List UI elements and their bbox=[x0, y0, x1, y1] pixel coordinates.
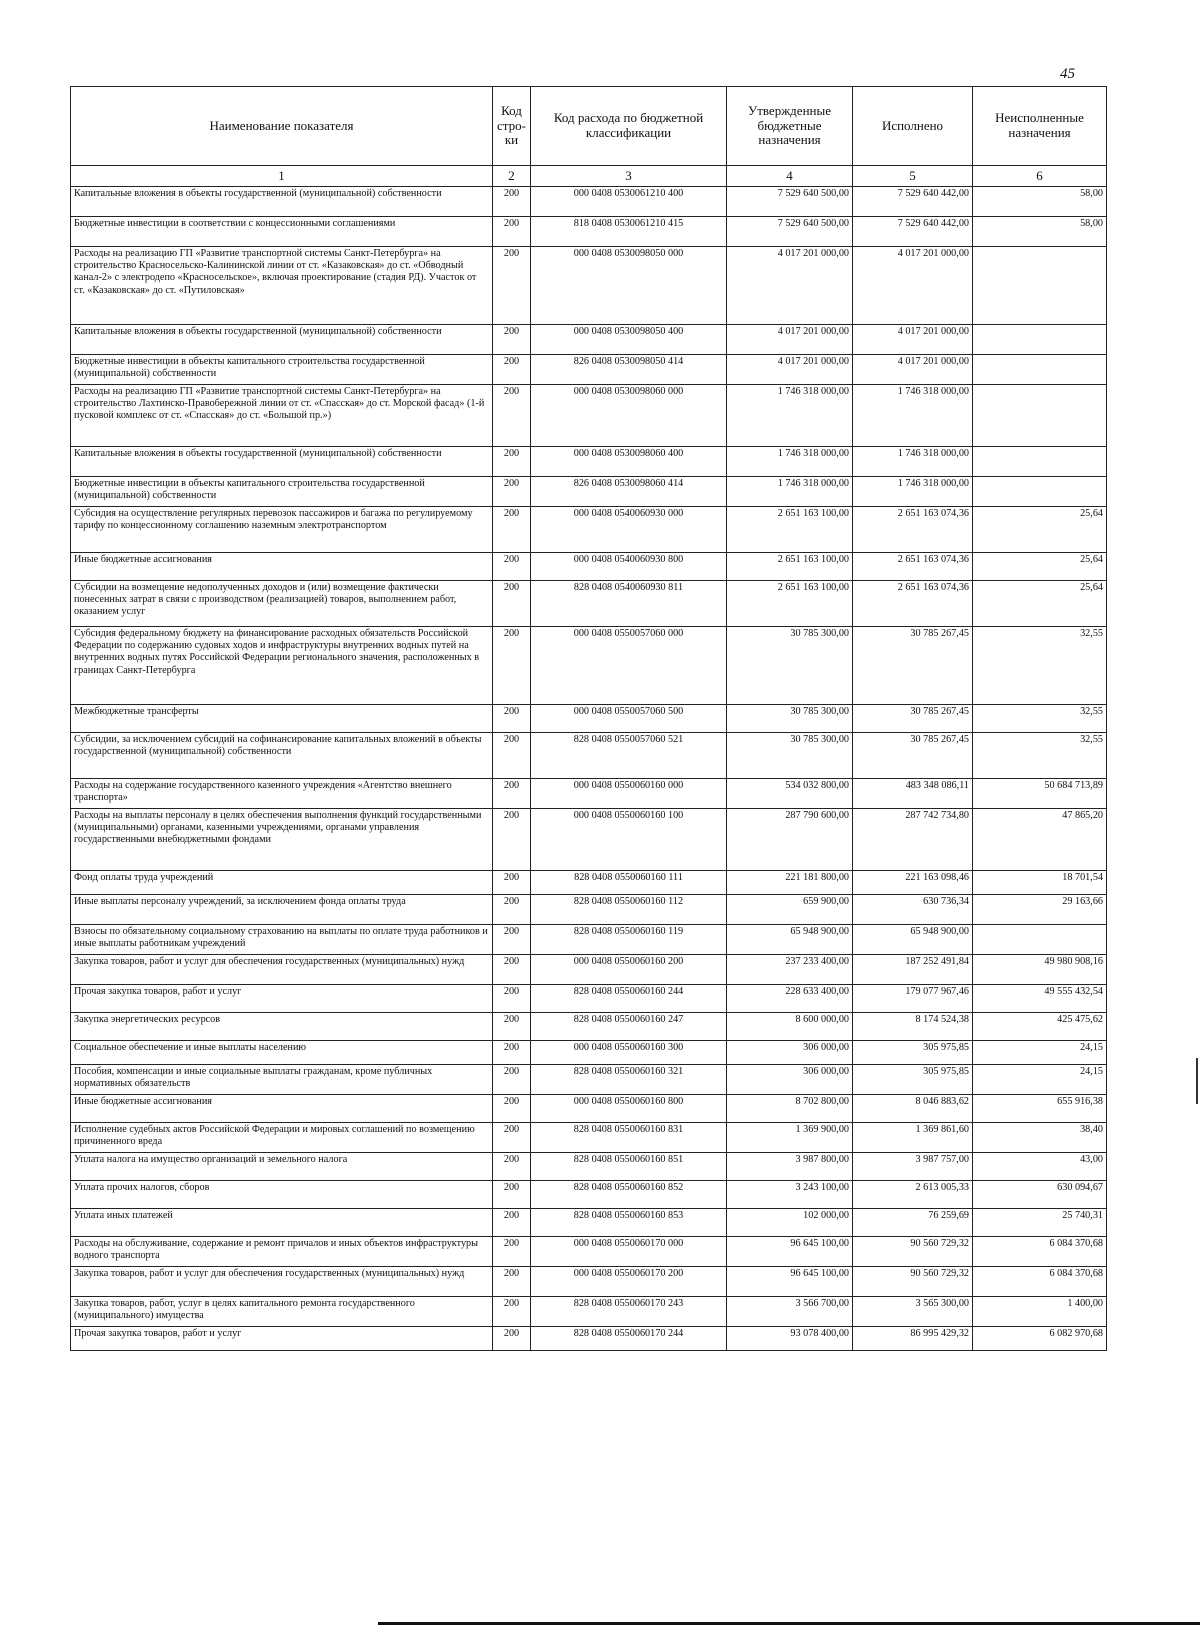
table-row bbox=[71, 247, 1107, 325]
unexecuted-amount-cell: 58,00 bbox=[973, 217, 1107, 247]
line-code-cell: 200 bbox=[493, 1153, 531, 1181]
executed-amount-cell: 483 348 086,11 bbox=[853, 779, 973, 809]
line-code-cell: 200 bbox=[493, 447, 531, 477]
approved-amount-cell: 4 017 201 000,00 bbox=[727, 247, 853, 325]
line-code-cell: 200 bbox=[493, 581, 531, 627]
table-row bbox=[71, 1297, 1107, 1327]
table-row bbox=[71, 733, 1107, 779]
executed-amount-cell: 76 259,69 bbox=[853, 1209, 973, 1237]
unexecuted-amount-cell: 47 865,20 bbox=[973, 809, 1107, 871]
executed-amount-cell: 4 017 201 000,00 bbox=[853, 355, 973, 385]
approved-amount-cell: 1 746 318 000,00 bbox=[727, 447, 853, 477]
executed-amount-cell: 187 252 491,84 bbox=[853, 955, 973, 985]
table-row bbox=[71, 187, 1107, 217]
executed-amount-cell: 30 785 267,45 bbox=[853, 627, 973, 705]
unexecuted-amount-cell bbox=[973, 247, 1107, 325]
unexecuted-amount-cell: 32,55 bbox=[973, 733, 1107, 779]
line-code-cell: 200 bbox=[493, 1237, 531, 1267]
approved-amount-cell: 65 948 900,00 bbox=[727, 925, 853, 955]
indicator-name-cell: Капитальные вложения в объекты государственной (муниципальной) собственности bbox=[71, 325, 493, 355]
expense-code-cell: 828 0408 0540060930 811 bbox=[531, 581, 727, 627]
column-number: 3 bbox=[531, 166, 727, 187]
expense-code-cell: 000 0408 0550060160 300 bbox=[531, 1041, 727, 1065]
scan-border-line bbox=[378, 1622, 1200, 1625]
line-code-cell: 200 bbox=[493, 325, 531, 355]
unexecuted-amount-cell: 630 094,67 bbox=[973, 1181, 1107, 1209]
executed-amount-cell: 305 975,85 bbox=[853, 1065, 973, 1095]
expense-code-cell: 826 0408 0530098050 414 bbox=[531, 355, 727, 385]
line-code-cell: 200 bbox=[493, 355, 531, 385]
header-unexecuted: Неисполненные назначения bbox=[973, 87, 1107, 166]
expense-code-cell: 828 0408 0550060160 119 bbox=[531, 925, 727, 955]
table-row bbox=[71, 581, 1107, 627]
approved-amount-cell: 237 233 400,00 bbox=[727, 955, 853, 985]
expense-code-cell: 000 0408 0550060170 200 bbox=[531, 1267, 727, 1297]
approved-amount-cell: 3 243 100,00 bbox=[727, 1181, 853, 1209]
line-code-cell: 200 bbox=[493, 1095, 531, 1123]
indicator-name-cell: Исполнение судебных актов Российской Федерации и мировых соглашений по возмещению причиненного вреда bbox=[71, 1123, 493, 1153]
line-code-cell: 200 bbox=[493, 733, 531, 779]
line-code-cell: 200 bbox=[493, 553, 531, 581]
approved-amount-cell: 30 785 300,00 bbox=[727, 733, 853, 779]
line-code-cell: 200 bbox=[493, 1065, 531, 1095]
table-row bbox=[71, 1013, 1107, 1041]
executed-amount-cell: 8 174 524,38 bbox=[853, 1013, 973, 1041]
expense-code-cell: 828 0408 0550060160 852 bbox=[531, 1181, 727, 1209]
approved-amount-cell: 306 000,00 bbox=[727, 1065, 853, 1095]
table-row bbox=[71, 809, 1107, 871]
executed-amount-cell: 287 742 734,80 bbox=[853, 809, 973, 871]
unexecuted-amount-cell: 32,55 bbox=[973, 627, 1107, 705]
executed-amount-cell: 179 077 967,46 bbox=[853, 985, 973, 1013]
unexecuted-amount-cell: 6 082 970,68 bbox=[973, 1327, 1107, 1351]
unexecuted-amount-cell: 1 400,00 bbox=[973, 1297, 1107, 1327]
table-row bbox=[71, 217, 1107, 247]
expense-code-cell: 000 0408 0530098050 000 bbox=[531, 247, 727, 325]
indicator-name-cell: Закупка товаров, работ и услуг для обеспечения государственных (муниципальных) нужд bbox=[71, 1267, 493, 1297]
expense-code-cell: 828 0408 0550057060 521 bbox=[531, 733, 727, 779]
approved-amount-cell: 1 746 318 000,00 bbox=[727, 477, 853, 507]
approved-amount-cell: 4 017 201 000,00 bbox=[727, 355, 853, 385]
unexecuted-amount-cell bbox=[973, 385, 1107, 447]
line-code-cell: 200 bbox=[493, 477, 531, 507]
approved-amount-cell: 3 566 700,00 bbox=[727, 1297, 853, 1327]
unexecuted-amount-cell bbox=[973, 447, 1107, 477]
line-code-cell: 200 bbox=[493, 925, 531, 955]
table-row bbox=[71, 955, 1107, 985]
table-row bbox=[71, 705, 1107, 733]
table-row bbox=[71, 627, 1107, 705]
unexecuted-amount-cell: 24,15 bbox=[973, 1041, 1107, 1065]
executed-amount-cell: 1 746 318 000,00 bbox=[853, 477, 973, 507]
expense-code-cell: 828 0408 0550060160 831 bbox=[531, 1123, 727, 1153]
unexecuted-amount-cell bbox=[973, 325, 1107, 355]
indicator-name-cell: Бюджетные инвестиции в объекты капитального строительства государственной (муниципальной) собственности bbox=[71, 355, 493, 385]
approved-amount-cell: 221 181 800,00 bbox=[727, 871, 853, 895]
executed-amount-cell: 3 987 757,00 bbox=[853, 1153, 973, 1181]
executed-amount-cell: 90 560 729,32 bbox=[853, 1267, 973, 1297]
line-code-cell: 200 bbox=[493, 871, 531, 895]
expense-code-cell: 828 0408 0550060170 244 bbox=[531, 1327, 727, 1351]
line-code-cell: 200 bbox=[493, 1297, 531, 1327]
approved-amount-cell: 534 032 800,00 bbox=[727, 779, 853, 809]
unexecuted-amount-cell: 25,64 bbox=[973, 553, 1107, 581]
table-row bbox=[71, 1041, 1107, 1065]
executed-amount-cell: 30 785 267,45 bbox=[853, 705, 973, 733]
line-code-cell: 200 bbox=[493, 1181, 531, 1209]
column-number: 2 bbox=[493, 166, 531, 187]
line-code-cell: 200 bbox=[493, 1267, 531, 1297]
approved-amount-cell: 287 790 600,00 bbox=[727, 809, 853, 871]
line-code-cell: 200 bbox=[493, 1327, 531, 1351]
unexecuted-amount-cell: 6 084 370,68 bbox=[973, 1237, 1107, 1267]
column-number-row bbox=[71, 166, 1107, 187]
table-row bbox=[71, 1095, 1107, 1123]
table-row bbox=[71, 385, 1107, 447]
expense-code-cell: 828 0408 0550060160 851 bbox=[531, 1153, 727, 1181]
page-number: 45 bbox=[1060, 66, 1075, 82]
expense-code-cell: 000 0408 0550060160 200 bbox=[531, 955, 727, 985]
indicator-name-cell: Бюджетные инвестиции в соответствии с концессионными соглашениями bbox=[71, 217, 493, 247]
executed-amount-cell: 7 529 640 442,00 bbox=[853, 187, 973, 217]
indicator-name-cell: Пособия, компенсации и иные социальные выплаты гражданам, кроме публичных нормативных обязательств bbox=[71, 1065, 493, 1095]
line-code-cell: 200 bbox=[493, 627, 531, 705]
indicator-name-cell: Взносы по обязательному социальному страхованию на выплаты по оплате труда работников и иные выплаты работникам учреждений bbox=[71, 925, 493, 955]
table-row bbox=[71, 477, 1107, 507]
header-approved: Утвержденные бюджетные назначения bbox=[727, 87, 853, 166]
column-number: 4 bbox=[727, 166, 853, 187]
expense-code-cell: 000 0408 0550057060 500 bbox=[531, 705, 727, 733]
indicator-name-cell: Расходы на реализацию ГП «Развитие транспортной системы Санкт-Петербурга» на строительство Красносельско-Калининской линии от ст. «Казаковская» до ст. «Обводный канал-2» с электродепо «Красносельское», включая проектирование (стадия РД). Участок от ст. «Казаковская» до ст. «Путиловская» bbox=[71, 247, 493, 325]
header-indicator-name: Наименование показателя bbox=[71, 87, 493, 166]
unexecuted-amount-cell bbox=[973, 925, 1107, 955]
expense-code-cell: 826 0408 0530098060 414 bbox=[531, 477, 727, 507]
approved-amount-cell: 2 651 163 100,00 bbox=[727, 553, 853, 581]
expense-code-cell: 000 0408 0550060160 100 bbox=[531, 809, 727, 871]
executed-amount-cell: 86 995 429,32 bbox=[853, 1327, 973, 1351]
indicator-name-cell: Закупка товаров, работ, услуг в целях капитального ремонта государственного (муниципального) имущества bbox=[71, 1297, 493, 1327]
table-row bbox=[71, 1181, 1107, 1209]
unexecuted-amount-cell: 6 084 370,68 bbox=[973, 1267, 1107, 1297]
line-code-cell: 200 bbox=[493, 507, 531, 553]
scan-edge-mark bbox=[1196, 1058, 1198, 1104]
approved-amount-cell: 3 987 800,00 bbox=[727, 1153, 853, 1181]
line-code-cell: 200 bbox=[493, 1041, 531, 1065]
indicator-name-cell: Фонд оплаты труда учреждений bbox=[71, 871, 493, 895]
executed-amount-cell: 30 785 267,45 bbox=[853, 733, 973, 779]
indicator-name-cell: Прочая закупка товаров, работ и услуг bbox=[71, 1327, 493, 1351]
expense-code-cell: 828 0408 0550060160 111 bbox=[531, 871, 727, 895]
line-code-cell: 200 bbox=[493, 385, 531, 447]
table-row bbox=[71, 985, 1107, 1013]
executed-amount-cell: 221 163 098,46 bbox=[853, 871, 973, 895]
expense-code-cell: 000 0408 0550057060 000 bbox=[531, 627, 727, 705]
header-line-code: Код стро-ки bbox=[493, 87, 531, 166]
unexecuted-amount-cell: 25,64 bbox=[973, 507, 1107, 553]
line-code-cell: 200 bbox=[493, 705, 531, 733]
line-code-cell: 200 bbox=[493, 1209, 531, 1237]
table-row bbox=[71, 447, 1107, 477]
unexecuted-amount-cell: 18 701,54 bbox=[973, 871, 1107, 895]
approved-amount-cell: 1 746 318 000,00 bbox=[727, 385, 853, 447]
executed-amount-cell: 65 948 900,00 bbox=[853, 925, 973, 955]
approved-amount-cell: 30 785 300,00 bbox=[727, 705, 853, 733]
table-row bbox=[71, 553, 1107, 581]
executed-amount-cell: 4 017 201 000,00 bbox=[853, 325, 973, 355]
indicator-name-cell: Социальное обеспечение и иные выплаты населению bbox=[71, 1041, 493, 1065]
expense-code-cell: 000 0408 0550060160 000 bbox=[531, 779, 727, 809]
unexecuted-amount-cell: 24,15 bbox=[973, 1065, 1107, 1095]
line-code-cell: 200 bbox=[493, 1013, 531, 1041]
table-row bbox=[71, 507, 1107, 553]
approved-amount-cell: 102 000,00 bbox=[727, 1209, 853, 1237]
unexecuted-amount-cell: 49 555 432,54 bbox=[973, 985, 1107, 1013]
table-row bbox=[71, 871, 1107, 895]
expense-code-cell: 000 0408 0540060930 800 bbox=[531, 553, 727, 581]
indicator-name-cell: Уплата прочих налогов, сборов bbox=[71, 1181, 493, 1209]
approved-amount-cell: 228 633 400,00 bbox=[727, 985, 853, 1013]
approved-amount-cell: 2 651 163 100,00 bbox=[727, 507, 853, 553]
executed-amount-cell: 630 736,34 bbox=[853, 895, 973, 925]
header-expense-code: Код расхода по бюджетной классификации bbox=[531, 87, 727, 166]
unexecuted-amount-cell: 29 163,66 bbox=[973, 895, 1107, 925]
approved-amount-cell: 7 529 640 500,00 bbox=[727, 217, 853, 247]
executed-amount-cell: 1 369 861,60 bbox=[853, 1123, 973, 1153]
indicator-name-cell: Капитальные вложения в объекты государственной (муниципальной) собственности bbox=[71, 447, 493, 477]
unexecuted-amount-cell: 38,40 bbox=[973, 1123, 1107, 1153]
approved-amount-cell: 96 645 100,00 bbox=[727, 1237, 853, 1267]
column-number: 6 bbox=[973, 166, 1107, 187]
unexecuted-amount-cell: 49 980 908,16 bbox=[973, 955, 1107, 985]
table-row bbox=[71, 1267, 1107, 1297]
indicator-name-cell: Субсидия на осуществление регулярных перевозок пассажиров и багажа по регулируемому тарифу по концессионному соглашению наземным электротранспортом bbox=[71, 507, 493, 553]
table-row bbox=[71, 1209, 1107, 1237]
approved-amount-cell: 96 645 100,00 bbox=[727, 1267, 853, 1297]
approved-amount-cell: 306 000,00 bbox=[727, 1041, 853, 1065]
indicator-name-cell: Субсидии на возмещение недополученных доходов и (или) возмещение фактически понесенных затрат в связи с производством (реализацией) товаров, выполнением работ, оказанием услуг bbox=[71, 581, 493, 627]
approved-amount-cell: 8 600 000,00 bbox=[727, 1013, 853, 1041]
unexecuted-amount-cell bbox=[973, 355, 1107, 385]
indicator-name-cell: Расходы на выплаты персоналу в целях обеспечения выполнения функций государственными (муниципальными) органами, казенными учреждениями, органами управления государственными внебюджетными фондами bbox=[71, 809, 493, 871]
unexecuted-amount-cell: 50 684 713,89 bbox=[973, 779, 1107, 809]
table-row bbox=[71, 895, 1107, 925]
executed-amount-cell: 2 651 163 074,36 bbox=[853, 553, 973, 581]
line-code-cell: 200 bbox=[493, 809, 531, 871]
table-row bbox=[71, 1123, 1107, 1153]
unexecuted-amount-cell: 25,64 bbox=[973, 581, 1107, 627]
indicator-name-cell: Уплата налога на имущество организаций и земельного налога bbox=[71, 1153, 493, 1181]
table-row bbox=[71, 355, 1107, 385]
indicator-name-cell: Прочая закупка товаров, работ и услуг bbox=[71, 985, 493, 1013]
indicator-name-cell: Уплата иных платежей bbox=[71, 1209, 493, 1237]
table-row bbox=[71, 1327, 1107, 1351]
approved-amount-cell: 4 017 201 000,00 bbox=[727, 325, 853, 355]
unexecuted-amount-cell bbox=[973, 477, 1107, 507]
expense-code-cell: 828 0408 0550060160 244 bbox=[531, 985, 727, 1013]
executed-amount-cell: 3 565 300,00 bbox=[853, 1297, 973, 1327]
executed-amount-cell: 2 613 005,33 bbox=[853, 1181, 973, 1209]
unexecuted-amount-cell: 655 916,38 bbox=[973, 1095, 1107, 1123]
line-code-cell: 200 bbox=[493, 895, 531, 925]
executed-amount-cell: 1 746 318 000,00 bbox=[853, 447, 973, 477]
indicator-name-cell: Расходы на обслуживание, содержание и ремонт причалов и иных объектов инфраструктуры водного транспорта bbox=[71, 1237, 493, 1267]
column-number: 1 bbox=[71, 166, 493, 187]
indicator-name-cell: Расходы на содержание государственного казенного учреждения «Агентство внешнего транспорта» bbox=[71, 779, 493, 809]
expense-code-cell: 828 0408 0550060160 112 bbox=[531, 895, 727, 925]
table-row bbox=[71, 1237, 1107, 1267]
line-code-cell: 200 bbox=[493, 779, 531, 809]
table-header-row bbox=[71, 87, 1107, 166]
unexecuted-amount-cell: 58,00 bbox=[973, 187, 1107, 217]
executed-amount-cell: 8 046 883,62 bbox=[853, 1095, 973, 1123]
expense-code-cell: 828 0408 0550060160 247 bbox=[531, 1013, 727, 1041]
expense-code-cell: 000 0408 0530098060 000 bbox=[531, 385, 727, 447]
table-row bbox=[71, 925, 1107, 955]
approved-amount-cell: 659 900,00 bbox=[727, 895, 853, 925]
expense-code-cell: 828 0408 0550060160 853 bbox=[531, 1209, 727, 1237]
approved-amount-cell: 1 369 900,00 bbox=[727, 1123, 853, 1153]
executed-amount-cell: 1 746 318 000,00 bbox=[853, 385, 973, 447]
indicator-name-cell: Бюджетные инвестиции в объекты капитального строительства государственной (муниципальной) собственности bbox=[71, 477, 493, 507]
line-code-cell: 200 bbox=[493, 985, 531, 1013]
indicator-name-cell: Иные бюджетные ассигнования bbox=[71, 1095, 493, 1123]
approved-amount-cell: 7 529 640 500,00 bbox=[727, 187, 853, 217]
line-code-cell: 200 bbox=[493, 187, 531, 217]
unexecuted-amount-cell: 25 740,31 bbox=[973, 1209, 1107, 1237]
table-row bbox=[71, 325, 1107, 355]
executed-amount-cell: 4 017 201 000,00 bbox=[853, 247, 973, 325]
executed-amount-cell: 2 651 163 074,36 bbox=[853, 581, 973, 627]
expense-code-cell: 000 0408 0540060930 000 bbox=[531, 507, 727, 553]
header-executed: Исполнено bbox=[853, 87, 973, 166]
executed-amount-cell: 7 529 640 442,00 bbox=[853, 217, 973, 247]
line-code-cell: 200 bbox=[493, 955, 531, 985]
indicator-name-cell: Расходы на реализацию ГП «Развитие транспортной системы Санкт-Петербурга» на строительство Лахтинско-Правобережной линии от ст. «Спасская» до ст. Морской фасад» (1-й пусковой комплекс от ст. «Спасская» до ст. «Большой пр.») bbox=[71, 385, 493, 447]
column-number: 5 bbox=[853, 166, 973, 187]
expense-code-cell: 828 0408 0550060170 243 bbox=[531, 1297, 727, 1327]
approved-amount-cell: 93 078 400,00 bbox=[727, 1327, 853, 1351]
expense-code-cell: 000 0408 0550060170 000 bbox=[531, 1237, 727, 1267]
executed-amount-cell: 90 560 729,32 bbox=[853, 1237, 973, 1267]
indicator-name-cell: Иные бюджетные ассигнования bbox=[71, 553, 493, 581]
expense-code-cell: 000 0408 0530098050 400 bbox=[531, 325, 727, 355]
expense-code-cell: 818 0408 0530061210 415 bbox=[531, 217, 727, 247]
unexecuted-amount-cell: 43,00 bbox=[973, 1153, 1107, 1181]
indicator-name-cell: Иные выплаты персоналу учреждений, за исключением фонда оплаты труда bbox=[71, 895, 493, 925]
expense-code-cell: 000 0408 0530098060 400 bbox=[531, 447, 727, 477]
expense-code-cell: 828 0408 0550060160 321 bbox=[531, 1065, 727, 1095]
line-code-cell: 200 bbox=[493, 1123, 531, 1153]
table-row bbox=[71, 779, 1107, 809]
table-row bbox=[71, 1153, 1107, 1181]
unexecuted-amount-cell: 425 475,62 bbox=[973, 1013, 1107, 1041]
executed-amount-cell: 2 651 163 074,36 bbox=[853, 507, 973, 553]
indicator-name-cell: Субсидия федеральному бюджету на финансирование расходных обязательств Российской Федерации по содержанию судовых ходов и инфраструктуры внутренних водных путей на внутренних водных путях Российской Федерации регионального значения, расположенных в границах Санкт-Петербурга bbox=[71, 627, 493, 705]
line-code-cell: 200 bbox=[493, 217, 531, 247]
approved-amount-cell: 2 651 163 100,00 bbox=[727, 581, 853, 627]
indicator-name-cell: Закупка энергетических ресурсов bbox=[71, 1013, 493, 1041]
approved-amount-cell: 8 702 800,00 bbox=[727, 1095, 853, 1123]
indicator-name-cell: Закупка товаров, работ и услуг для обеспечения государственных (муниципальных) нужд bbox=[71, 955, 493, 985]
budget-execution-table bbox=[70, 86, 1107, 1351]
indicator-name-cell: Субсидии, за исключением субсидий на софинансирование капитальных вложений в объекты государственной (муниципальной) собственности bbox=[71, 733, 493, 779]
expense-code-cell: 000 0408 0550060160 800 bbox=[531, 1095, 727, 1123]
expense-code-cell: 000 0408 0530061210 400 bbox=[531, 187, 727, 217]
indicator-name-cell: Капитальные вложения в объекты государственной (муниципальной) собственности bbox=[71, 187, 493, 217]
approved-amount-cell: 30 785 300,00 bbox=[727, 627, 853, 705]
executed-amount-cell: 305 975,85 bbox=[853, 1041, 973, 1065]
unexecuted-amount-cell: 32,55 bbox=[973, 705, 1107, 733]
table-row bbox=[71, 1065, 1107, 1095]
indicator-name-cell: Межбюджетные трансферты bbox=[71, 705, 493, 733]
line-code-cell: 200 bbox=[493, 247, 531, 325]
